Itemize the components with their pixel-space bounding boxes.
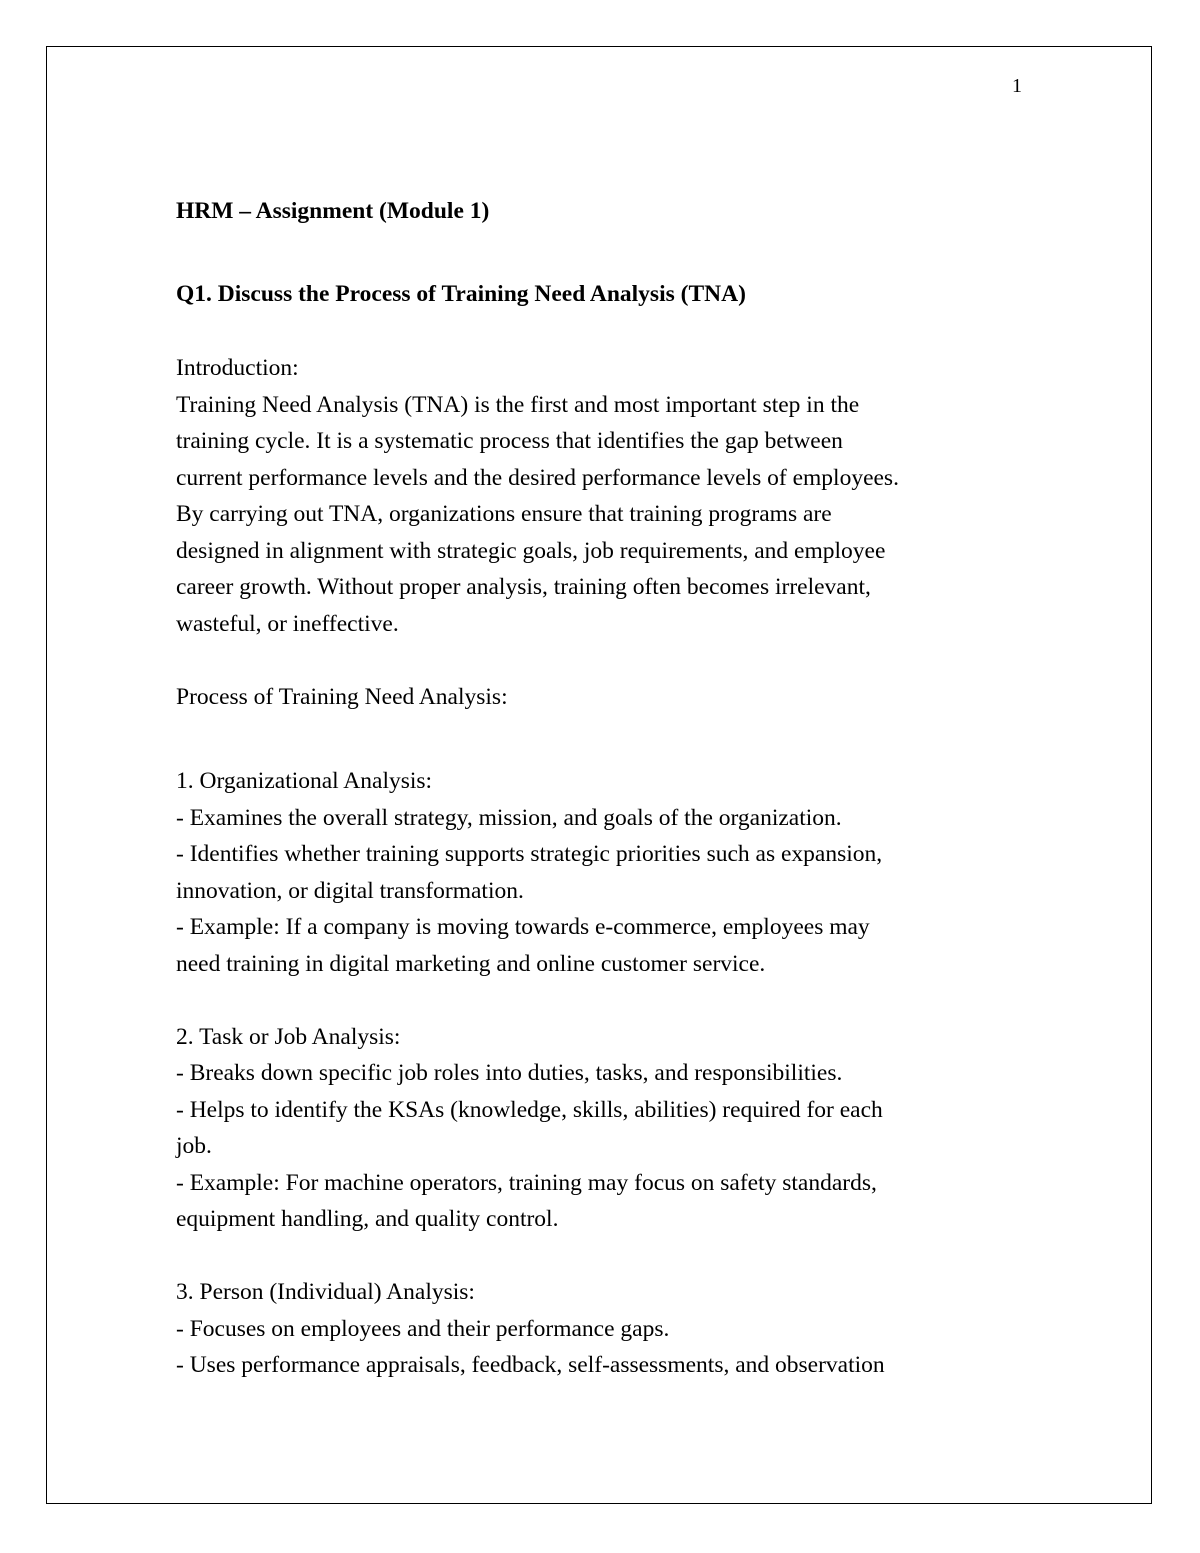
document-body	[176, 193, 1056, 1384]
section-heading-task: 2. Task or Job Analysis:	[176, 1023, 401, 1050]
section-line: - Helps to identify the KSAs (knowledge, skills, abilities) required for each	[176, 1096, 883, 1123]
section-line: - Identifies whether training supports strategic priorities such as expansion,	[176, 841, 883, 867]
intro-heading: Introduction:	[176, 355, 299, 381]
section-heading-person: 3. Person (Individual) Analysis:	[176, 1279, 475, 1305]
intro-line: By carrying out TNA, organizations ensure that training programs are	[176, 501, 832, 527]
section-line: - Focuses on employees and their performance gaps.	[176, 1315, 670, 1342]
section-line: - Examines the overall strategy, mission, and goals of the organization.	[176, 804, 842, 831]
intro-line: current performance levels and the desired performance levels of employees.	[176, 464, 899, 491]
section-line: job.	[176, 1133, 212, 1159]
intro-line: wasteful, or ineffective.	[176, 610, 399, 637]
section-heading-organizational: 1. Organizational Analysis:	[176, 768, 433, 794]
section-line: equipment handling, and quality control.	[176, 1206, 559, 1232]
document-title: HRM – Assignment (Module 1)	[176, 198, 490, 224]
section-line: innovation, or digital transformation.	[176, 877, 524, 904]
intro-line: career growth. Without proper analysis, training often becomes irrelevant,	[176, 574, 871, 600]
section-line: - Breaks down specific job roles into duties, tasks, and responsibilities.	[176, 1060, 843, 1086]
process-heading: Process of Training Need Analysis:	[176, 683, 508, 710]
section-line: - Example: For machine operators, training may focus on safety standards,	[176, 1169, 877, 1196]
page-number: 1	[1012, 75, 1022, 97]
question-heading: Q1. Discuss the Process of Training Need Analysis (TNA)	[176, 280, 746, 307]
intro-line: Training Need Analysis (TNA) is the first and most important step in the	[176, 391, 860, 418]
section-line: - Uses performance appraisals, feedback, self-assessments, and observation	[176, 1352, 885, 1378]
section-line: - Example: If a company is moving towards e-commerce, employees may	[176, 914, 870, 940]
intro-line: designed in alignment with strategic goals, job requirements, and employee	[176, 537, 886, 564]
intro-line: training cycle. It is a systematic process that identifies the gap between	[176, 428, 843, 454]
section-line: need training in digital marketing and online customer service.	[176, 950, 766, 977]
